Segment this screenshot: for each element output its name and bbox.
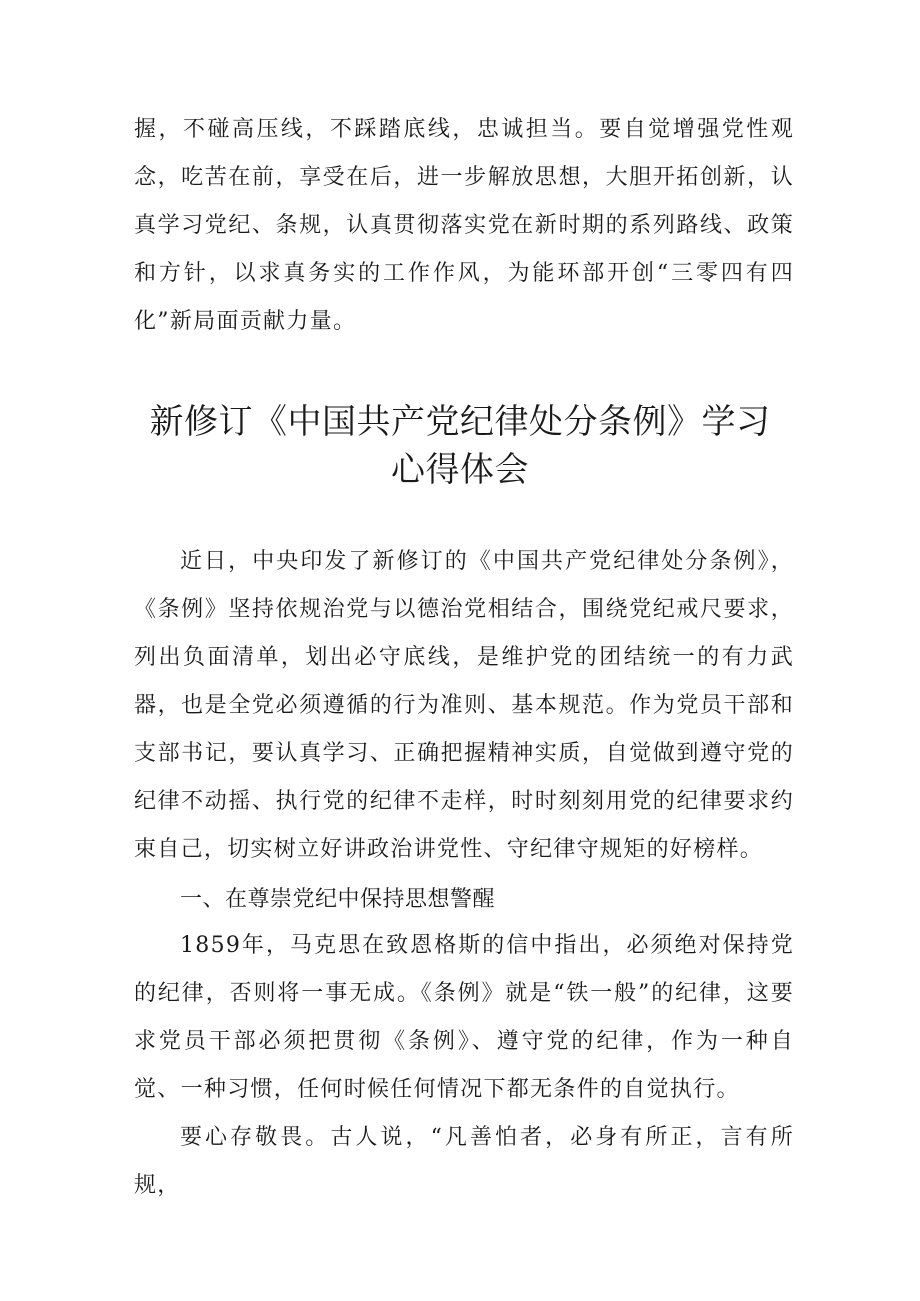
title-line-1: 新修订《中国共产党纪律处分条例》学习 [149, 402, 771, 442]
continuation-paragraph: 握，不碰高压线，不踩踏底线，忠诚担当。要自觉增强党性观念，吃苦在前，享受在后，进一步解放思想，大胆开拓创新，认真学习党纪、条规，认真贯彻落实党在新时期的系列路线、政策和方针，以求真务实的工作作风，为能环部开创“三零四有四化”新局面贡献力量。 [134, 117, 794, 334]
paragraph-awe: 要心存敬畏。古人说，“凡善怕者，必身有所正，言有所规， [134, 1125, 794, 1198]
paragraph-1859: 1859年，马克思在致恩格斯的信中指出，必须绝对保持党的纪律，否则将一事无成。《条例》就是“铁一般”的纪律，这要求党员干部必须把贯彻《条例》、遵守党的纪律，作为一种自觉、一种习惯，任何时候任何情况下都无条件的自觉执行。 [134, 933, 794, 1102]
document-title [120, 398, 800, 494]
section-heading-1: 一、在尊崇党纪中保持思想警醒 [180, 887, 496, 912]
title-line-2: 心得体会 [391, 450, 529, 490]
intro-paragraph: 近日，中央印发了新修订的《中国共产党纪律处分条例》，《条例》坚持依规治党与以德治党相结合，围绕党纪戒尺要求，列出负面清单，划出必守底线，是维护党的团结统一的有力武器，也是全党必须遵循的行为准则、基本规范。作为党员干部和支部书记，要认真学习、正确把握精神实质，自觉做到遵守党的纪律不动摇、执行党的纪律不走样，时时刻刻用党的纪律要求约束自己，切实树立好讲政治讲党性、守纪律守规矩的好榜样。 [134, 549, 794, 862]
